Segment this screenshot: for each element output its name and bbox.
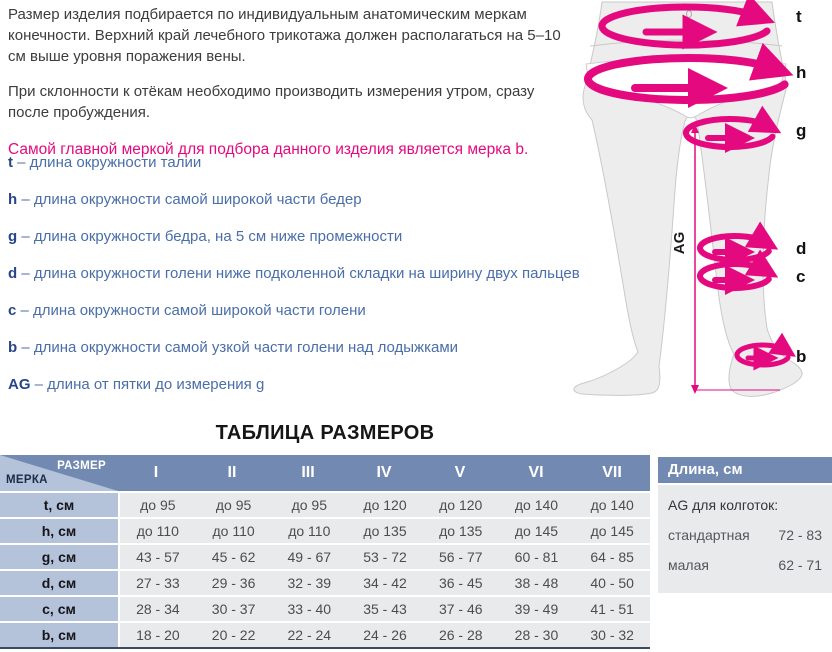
intro-p2-line2: после пробуждения. — [8, 104, 151, 121]
cell-g-4: 53 - 72 — [363, 549, 407, 565]
cell-b-6: 28 - 30 — [514, 627, 559, 643]
cell-b-4: 24 - 26 — [363, 627, 407, 643]
cell-b-5: 26 - 28 — [438, 627, 483, 643]
cell-d-3: 32 - 39 — [287, 575, 332, 591]
cell-b-1: 18 - 20 — [136, 627, 180, 643]
cell-c-7: 41 - 51 — [590, 601, 634, 617]
cell-t-3: до 95 — [291, 497, 327, 513]
diagram-label-c: c — [796, 267, 806, 286]
measure-key-b: b — [8, 339, 18, 356]
length-value-standard: 72 - 83 — [778, 527, 822, 543]
table-row-h — [0, 519, 650, 543]
size-table-header — [0, 455, 650, 491]
length-label-standard: стандартная — [668, 527, 750, 543]
measure-key-c: c — [8, 302, 17, 319]
measure-key-h: h — [8, 191, 18, 208]
row-label-t: t, см — [0, 493, 118, 517]
length-row-small — [668, 557, 822, 573]
legs-figure-svg — [560, 0, 832, 414]
cell-g-1: 43 - 57 — [136, 549, 180, 565]
legs-measurement-diagram — [560, 0, 832, 414]
row-label-g: g, см — [0, 545, 118, 569]
row-label-b: b, см — [0, 623, 118, 647]
intro-p2-line1: При склонности к отёкам необходимо производить измерения утром, сразу — [8, 83, 535, 100]
cell-h-5: до 135 — [439, 523, 483, 539]
measure-text-h: – длина окружности самой широкой части бедер — [21, 191, 362, 208]
cell-d-2: 29 - 36 — [211, 575, 256, 591]
measure-key-g: g — [8, 228, 18, 245]
cell-c-6: 39 - 49 — [514, 601, 559, 617]
row-values-g — [120, 545, 650, 569]
table-row-b — [0, 623, 650, 647]
measure-text-b: – длина окружности самой узкой части голени над лодыжками — [21, 339, 459, 356]
measure-key-d: d — [8, 265, 18, 282]
length-row-standard — [668, 527, 822, 543]
column-header-3: III — [301, 464, 315, 481]
measure-text-c: – длина окружности самой широкой части голени — [20, 302, 366, 319]
list-item-ag — [8, 374, 620, 395]
row-values-b — [120, 623, 650, 647]
cell-c-2: 30 - 37 — [211, 601, 256, 617]
size-table-title: ТАБЛИЦА РАЗМЕРОВ — [215, 422, 435, 444]
length-panel — [658, 457, 832, 593]
table-bottom-rule — [0, 647, 650, 649]
cell-h-6: до 145 — [514, 523, 559, 539]
intro-paragraph-1 — [8, 4, 583, 67]
cell-h-3: до 110 — [288, 523, 331, 539]
cell-g-7: 64 - 85 — [590, 549, 634, 565]
cell-g-5: 56 - 77 — [438, 549, 483, 565]
row-values-t — [120, 493, 650, 517]
size-columns — [118, 455, 650, 491]
length-panel-title: Длина, см — [658, 457, 832, 483]
cell-d-1: 27 - 33 — [136, 575, 180, 591]
cell-t-7: до 140 — [590, 497, 634, 513]
cell-c-4: 35 - 43 — [363, 601, 407, 617]
cell-d-6: 38 - 48 — [514, 575, 559, 591]
cell-t-4: до 120 — [363, 497, 407, 513]
cell-h-7: до 145 — [590, 523, 634, 539]
intro-p1-line2: конечности. Верхний край лечебного трикотажа должен располагаться на 5–10 — [8, 27, 561, 44]
table-corner-cell — [0, 455, 118, 491]
intro-p1-line3: см выше уровня поражения вены. — [8, 48, 246, 65]
diagram-label-d: d — [796, 239, 807, 258]
list-item-t — [8, 152, 620, 173]
measure-key-t: t — [8, 154, 13, 171]
table-row-d — [0, 571, 650, 595]
ag-diagram-label: AG — [671, 231, 688, 255]
cell-b-3: 22 - 24 — [287, 627, 332, 643]
measure-text-d: – длина окружности голени ниже подколенной складки на ширину двух пальцев — [21, 265, 580, 282]
cell-t-6: до 140 — [514, 497, 559, 513]
intro-text — [8, 4, 583, 160]
row-label-h: h, см — [0, 519, 118, 543]
table-row-t — [0, 493, 650, 517]
column-header-2: II — [227, 464, 237, 481]
row-values-c — [120, 597, 650, 621]
column-header-4: IV — [376, 464, 392, 481]
cell-d-7: 40 - 50 — [590, 575, 634, 591]
row-values-h — [120, 519, 650, 543]
cell-c-3: 33 - 40 — [287, 601, 332, 617]
list-item-g — [8, 226, 620, 247]
row-label-c: c, см — [0, 597, 118, 621]
table-row-g — [0, 545, 650, 569]
cell-g-2: 45 - 62 — [211, 549, 256, 565]
list-item-b — [8, 337, 620, 358]
cell-h-4: до 135 — [363, 523, 407, 539]
column-header-5: V — [454, 464, 466, 481]
corner-label-measure: МЕРКА — [6, 474, 48, 486]
list-item-d — [8, 263, 620, 284]
corner-label-size: РАЗМЕР — [57, 460, 106, 472]
row-label-d: d, см — [0, 571, 118, 595]
length-panel-subtitle: AG для колготок: — [668, 497, 779, 513]
cell-t-5: до 120 — [439, 497, 483, 513]
key-measure-note: Самой главной меркой для подбора данного изделия является мерка b. — [8, 141, 529, 158]
row-values-d — [120, 571, 650, 595]
cell-d-5: 36 - 45 — [438, 575, 483, 591]
cell-h-1: до 110 — [136, 523, 179, 539]
list-item-c — [8, 300, 620, 321]
diagram-label-b: b — [796, 347, 807, 366]
diagram-label-g: g — [796, 121, 807, 140]
intro-p1-line1: Размер изделия подбирается по индивидуальным анатомическим меркам — [8, 6, 527, 23]
column-header-7: VII — [602, 464, 622, 481]
column-header-6: VI — [528, 464, 544, 481]
length-label-small: малая — [668, 557, 709, 573]
measure-key-ag: AG — [8, 376, 31, 393]
list-item-h — [8, 189, 620, 210]
cell-g-3: 49 - 67 — [287, 549, 332, 565]
measure-text-g: – длина окружности бедра, на 5 см ниже промежности — [21, 228, 403, 245]
cell-c-1: 28 - 34 — [136, 601, 180, 617]
cell-c-5: 37 - 46 — [438, 601, 483, 617]
cell-g-6: 60 - 81 — [514, 549, 559, 565]
cell-t-1: до 95 — [140, 497, 176, 513]
cell-d-4: 34 - 42 — [363, 575, 407, 591]
column-header-1: I — [153, 464, 159, 481]
cell-b-7: 30 - 32 — [590, 627, 634, 643]
measurement-list — [8, 152, 620, 411]
cell-b-2: 20 - 22 — [211, 627, 256, 643]
intro-paragraph-2 — [8, 81, 583, 123]
length-value-small: 62 - 71 — [778, 557, 822, 573]
size-table — [0, 455, 650, 649]
table-row-c — [0, 597, 650, 621]
diagram-label-t: t — [796, 7, 802, 26]
measure-text-t: – длина окружности талии — [17, 154, 202, 171]
cell-h-2: до 110 — [212, 523, 255, 539]
measure-text-ag: – длина от пятки до измерения g — [34, 376, 265, 393]
length-panel-body — [658, 485, 832, 593]
diagram-label-h: h — [796, 63, 807, 82]
cell-t-2: до 95 — [215, 497, 252, 513]
